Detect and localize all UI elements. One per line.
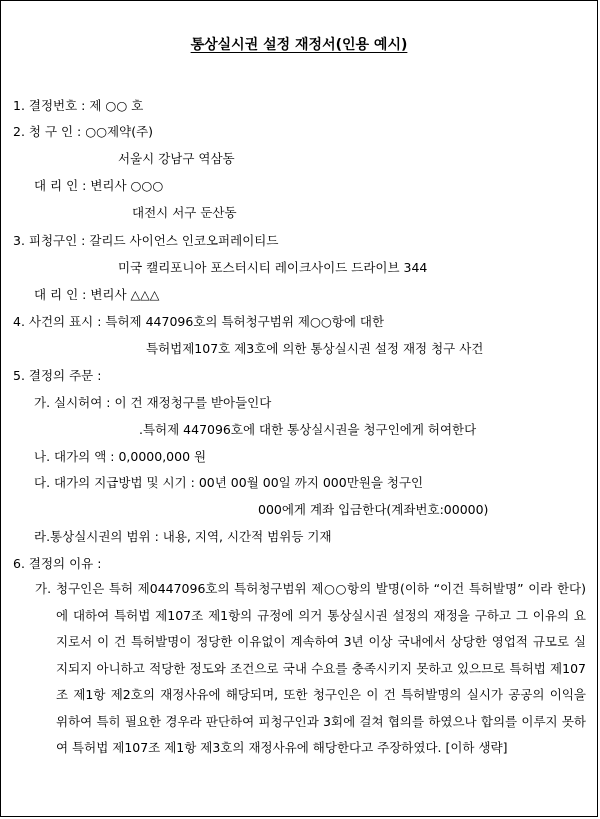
order-item-d: 라.통상실시권의 범위 : 내용, 지역, 시간적 범위등 기재 — [34, 529, 332, 544]
respondent-address: 미국 캘리포니아 포스터시티 레이크사이드 드라이브 344 — [118, 260, 428, 275]
claimant-address: 서울시 강남구 역삼동 — [118, 151, 235, 166]
order-item-c-line2: 000에게 계좌 입금한다(계좌번호:00000) — [258, 502, 489, 517]
reason-text: 청구인은 특허 제0447096호의 특허청구범위 제○○항의 발명(이하 “이건 특허발명” 이라 한다)에 대하여 특허법 제107조 제1항의 규정에 의거 통상실시권 설정의 재정을 구하고 그 이유의 요지로서 이 건 특허발명이 정당한 이유없이 계속하여 3년 이상 국내에서 상당한 영업적 규모로 실지되지 아니하고 적당한 정도와 조건으로 국내 수요를 충족시키지 못하고 있으므로 특허법 제107조 제1항 제2호의 재정사유에 해당되며, 또한 청구인은 이 건 특허발명의 실시가 공공의 이익을 위하여 특히 필요한 경우라 판단하여 피청구인과 3회에 걸쳐 협의를 하였으나 합의를 이루지 못하여 특허법 제107조 제1항 제3호의 재정사유에 해당한다고 주장하였다. [이하 생략] — [56, 581, 586, 755]
reason-item-marker: 가. — [35, 581, 52, 596]
case-description: 4. 사건의 표시 : 특허제 447096호의 특허청구범위 제○○항에 대한 — [13, 314, 385, 329]
document-title: 통상실시권 설정 재정서(인용 예시) — [190, 37, 408, 53]
decision-order-heading: 5. 결정의 주문 : — [13, 368, 102, 383]
decision-number: 1. 결정번호 : 제 ○○ 호 — [13, 98, 144, 113]
order-item-a-line2: .특허제 447096호에 대한 통상실시권을 청구인에게 허여한다 — [139, 422, 477, 437]
respondent: 3. 피청구인 : 갈리드 사이언스 인코오퍼레이티드 — [13, 233, 279, 248]
order-item-b: 나. 대가의 액 : 0,0000,000 원 — [34, 449, 207, 464]
decision-reason-heading: 6. 결정의 이유 : — [13, 556, 102, 571]
respondent-agent: 대 리 인 : 변리사 △△△ — [34, 287, 160, 302]
order-item-c: 다. 대가의 지급방법 및 시기 : 00년 00월 00일 까지 000만원을 청구인 — [34, 475, 424, 490]
order-item-a: 가. 실시허여 : 이 건 재정청구를 받아들인다 — [34, 395, 272, 410]
claimant: 2. 청 구 인 : ○○제약(주) — [13, 124, 154, 139]
reason-paragraph — [35, 576, 586, 762]
case-description-line2: 특허법제107호 제3호에 의한 통상실시권 설정 재정 청구 사건 — [146, 341, 484, 356]
claimant-agent: 대 리 인 : 변리사 ○○○ — [34, 178, 164, 193]
claimant-agent-address: 대전시 서구 둔산동 — [132, 205, 237, 220]
